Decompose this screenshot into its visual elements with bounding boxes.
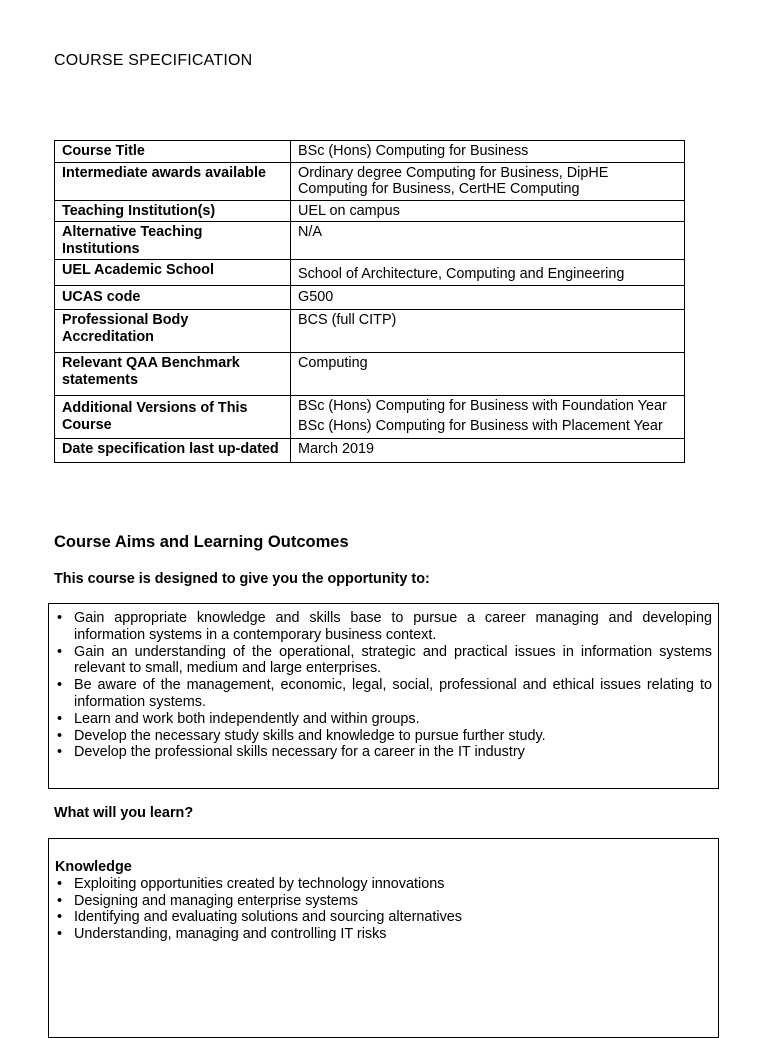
list-item-text: Understanding, managing and controlling IT risks bbox=[74, 926, 387, 943]
list-item-text: Gain an understanding of the operational, strategic and practical issues in information systems relevant to small, medium and large enterprises. bbox=[74, 643, 712, 677]
row-label: Additional Versions of This Course bbox=[55, 396, 291, 439]
table-row bbox=[55, 200, 685, 222]
bullet-icon: • bbox=[57, 909, 63, 926]
aims-heading: Course Aims and Learning Outcomes bbox=[54, 533, 349, 551]
table-row bbox=[55, 353, 685, 396]
row-label: Teaching Institution(s) bbox=[55, 200, 291, 222]
list-item-text: Designing and managing enterprise systems bbox=[74, 892, 358, 909]
bullet-icon: • bbox=[57, 744, 63, 761]
list-item-text: Identifying and evaluating solutions and sourcing alternatives bbox=[74, 909, 462, 926]
page-title: COURSE SPECIFICATION bbox=[54, 52, 253, 69]
list-item bbox=[55, 876, 712, 893]
row-label: Relevant QAA Benchmark statements bbox=[55, 353, 291, 396]
list-item bbox=[55, 610, 712, 644]
table-row bbox=[55, 162, 685, 200]
list-item-text: Be aware of the management, economic, legal, social, professional and ethical issues relating to information systems. bbox=[74, 677, 712, 710]
version-line: BSc (Hons) Computing for Business with Foundation Year bbox=[298, 398, 667, 414]
row-label: Professional Body Accreditation bbox=[55, 310, 291, 353]
knowledge-title: Knowledge bbox=[55, 859, 132, 875]
knowledge-box bbox=[48, 838, 719, 1038]
list-item bbox=[55, 677, 712, 711]
bullet-icon: • bbox=[57, 643, 63, 660]
list-item bbox=[55, 926, 712, 943]
row-label: Date specification last up-dated bbox=[55, 439, 291, 463]
bullet-icon: • bbox=[57, 677, 63, 694]
row-value: School of Architecture, Computing and Engineering bbox=[291, 260, 685, 286]
learn-heading: What will you learn? bbox=[54, 805, 194, 821]
list-item-text: Develop the necessary study skills and knowledge to pursue further study. bbox=[74, 727, 546, 744]
aims-list bbox=[55, 610, 712, 761]
list-item bbox=[55, 728, 712, 745]
row-value: G500 bbox=[291, 285, 685, 310]
table-row bbox=[55, 285, 685, 310]
bullet-icon: • bbox=[57, 710, 63, 727]
row-value: March 2019 bbox=[291, 439, 685, 463]
row-label: Alternative Teaching Institutions bbox=[55, 222, 291, 260]
bullet-icon: • bbox=[57, 892, 63, 909]
list-item bbox=[55, 644, 712, 678]
list-item-text: Gain appropriate knowledge and skills base to pursue a career managing and developing information systems in a contemporary business context. bbox=[74, 610, 712, 643]
bullet-icon: • bbox=[57, 926, 63, 943]
list-item-text: Learn and work both independently and within groups. bbox=[74, 710, 420, 727]
bullet-icon: • bbox=[57, 875, 63, 892]
list-item-text: Develop the professional skills necessary for a career in the IT industry bbox=[74, 744, 525, 761]
course-spec-table bbox=[54, 140, 685, 463]
bullet-icon: • bbox=[57, 610, 63, 626]
list-item-text: Exploiting opportunities created by technology innovations bbox=[74, 875, 445, 892]
table-row bbox=[55, 396, 685, 439]
bullet-icon: • bbox=[57, 727, 63, 744]
row-value: N/A bbox=[291, 222, 685, 260]
version-line: BSc (Hons) Computing for Business with Placement Year bbox=[298, 417, 663, 434]
list-item bbox=[55, 744, 712, 761]
row-label: Intermediate awards available bbox=[55, 162, 291, 200]
table-row bbox=[55, 310, 685, 353]
row-value: BCS (full CITP) bbox=[291, 310, 685, 353]
row-value bbox=[291, 396, 685, 439]
row-value: Computing bbox=[291, 353, 685, 396]
row-value: Ordinary degree Computing for Business, DipHE Computing for Business, CertHE Computing bbox=[291, 162, 685, 200]
row-value: UEL on campus bbox=[291, 200, 685, 222]
list-item bbox=[55, 893, 712, 910]
aims-intro: This course is designed to give you the opportunity to: bbox=[54, 571, 430, 587]
row-label: Course Title bbox=[55, 141, 291, 163]
list-item bbox=[55, 909, 712, 926]
row-label: UCAS code bbox=[55, 285, 291, 310]
knowledge-list bbox=[55, 876, 712, 943]
row-label: UEL Academic School bbox=[55, 260, 291, 286]
table-row bbox=[55, 439, 685, 463]
table-row bbox=[55, 141, 685, 163]
row-value: BSc (Hons) Computing for Business bbox=[291, 141, 685, 163]
table-row bbox=[55, 222, 685, 260]
table-row bbox=[55, 260, 685, 286]
list-item bbox=[55, 711, 712, 728]
aims-box bbox=[48, 603, 719, 789]
